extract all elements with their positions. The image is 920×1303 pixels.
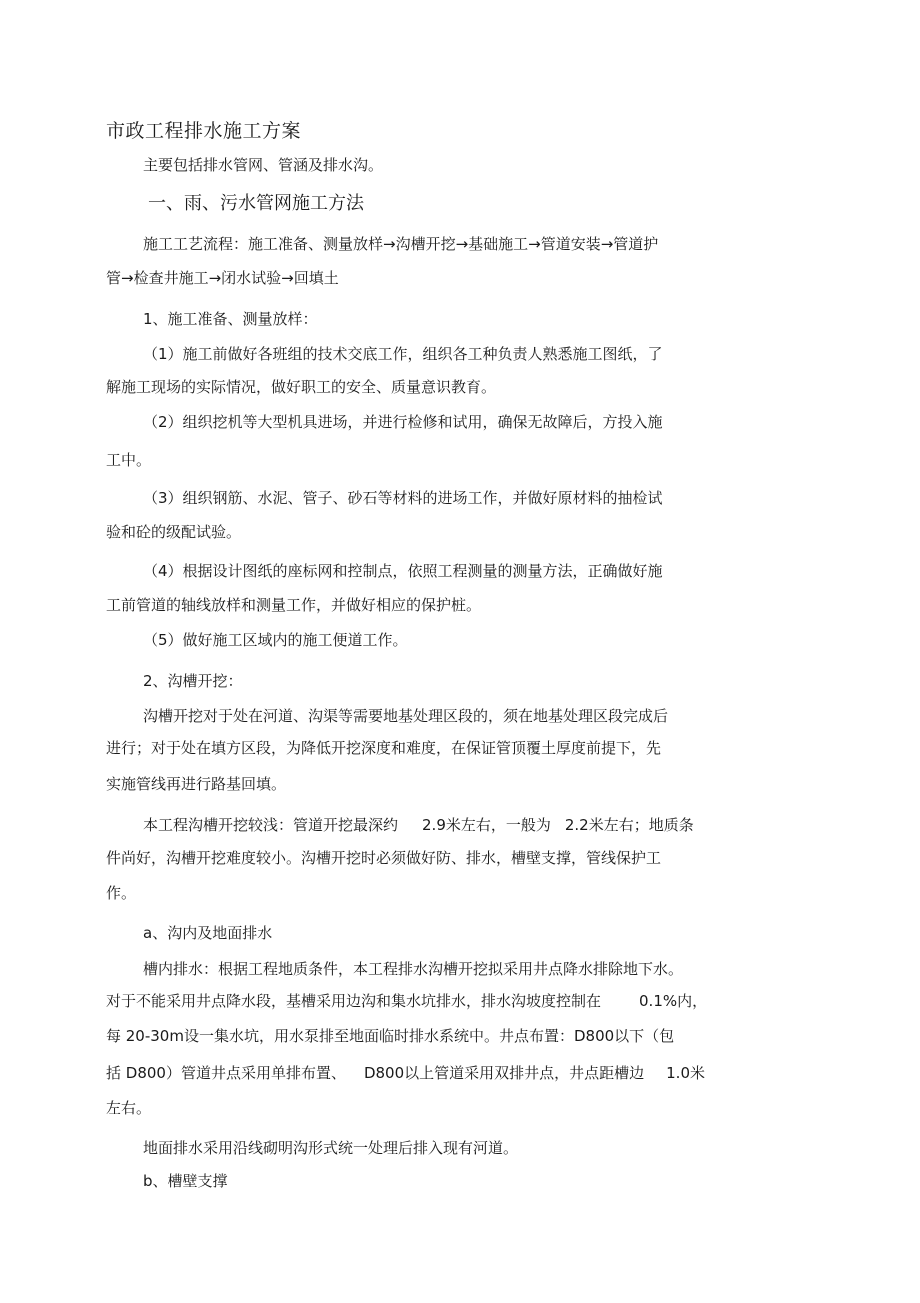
paragraph-2-1-line-1: 沟槽开挖对于处在河道、沟渠等需要地基处理区段的，须在地基处理区段完成后 [143,707,669,725]
subsection-heading-a: a、沟内及地面排水 [143,924,273,942]
paragraph-a-1-line-2-part-b: 0.1%内， [639,992,708,1010]
paragraph-a-1-line-4-part-b: D800以上管道采用双排井点，井点距槽边 [363,1064,645,1082]
subsection-heading-b: b、槽壁支撑 [143,1172,228,1190]
flow-line-1: 施工工艺流程：施工准备、测量放样→沟槽开挖→基础施工→管道安装→管道护 [143,235,659,253]
paragraph-1-2-line-1: （2）组织挖机等大型机具进场，并进行检修和试用，确保无故障后，方投入施 [143,413,663,431]
paragraph-2-2-line-2: 件尚好，沟槽开挖难度较小。沟槽开挖时必须做好防、排水，槽壁支撑，管线保护工 [106,849,662,867]
paragraph-a-1-line-5: 左右。 [106,1099,152,1117]
flow-line-2: 管→检查井施工→闭水试验→回填土 [106,269,339,287]
paragraph-2-2-line-1-part-a: 本工程沟槽开挖较浅：管道开挖最深约 [143,816,399,834]
paragraph-a-1-line-2 [106,990,707,1012]
paragraph-a-1-line-1: 槽内排水：根据工程地质条件，本工程排水沟槽开挖拟采用井点降水排除地下水。 [143,960,684,978]
paragraph-1-3-line-2: 验和砼的级配试验。 [106,523,242,541]
document-title: 市政工程排水施工方案 [106,120,302,142]
paragraph-1-3-line-1: （3）组织钢筋、水泥、管子、砂石等材料的进场工作，并做好原材料的抽检试 [143,489,663,507]
subsection-heading-1: 1、施工准备、测量放样： [143,310,318,328]
paragraph-1-5-line-1: （5）做好施工区域内的施工便道工作。 [143,631,408,649]
paragraph-1-2-line-2: 工中。 [106,451,152,469]
paragraph-2-2-line-1 [143,814,694,836]
paragraph-a-2-line-1: 地面排水采用沿线砌明沟形式统一处理后排入现有河道。 [143,1139,519,1157]
paragraph-a-1-line-4-part-a: 括 D800）管道井点采用单排布置、 [106,1064,346,1082]
subsection-heading-2: 2、沟槽开挖： [143,672,243,690]
paragraph-a-1-line-3: 每 20-30m设一集水坑，用水泵排至地面临时排水系统中。井点布置：D800以下（包 [106,1027,675,1045]
paragraph-2-2-line-1-part-c: 2.2米左右；地质条 [564,816,694,834]
paragraph-2-1-line-2: 进行；对于处在填方区段，为降低开挖深度和难度，在保证管顶覆土厚度前提下，先 [106,739,662,757]
paragraph-2-2-line-1-part-b: 2.9米左右，一般为 [422,816,551,834]
paragraph-a-1-line-2-part-a: 对于不能采用井点降水段，基槽采用边沟和集水坑排水，排水沟坡度控制在 [106,992,602,1010]
paragraph-1-1-line-1: （1）施工前做好各班组的技术交底工作，组织各工种负责人熟悉施工图纸，了 [143,345,663,363]
paragraph-1-1-line-2: 解施工现场的实际情况，做好职工的安全、质量意识教育。 [106,378,497,396]
intro-paragraph: 主要包括排水管网、管涵及排水沟。 [143,156,384,174]
paragraph-2-1-line-3: 实施管线再进行路基回填。 [106,775,287,793]
paragraph-a-1-line-4-part-c: 1.0米 [666,1064,705,1082]
paragraph-1-4-line-1: （4）根据设计图纸的座标网和控制点，依照工程测量的测量方法，正确做好施 [143,562,663,580]
section-heading-1: 一、雨、污水管网施工方法 [148,193,364,214]
paragraph-1-4-line-2: 工前管道的轴线放样和测量工作，并做好相应的保护桩。 [106,596,482,614]
paragraph-2-2-line-3: 作。 [106,884,137,902]
paragraph-a-1-line-4 [106,1062,705,1084]
